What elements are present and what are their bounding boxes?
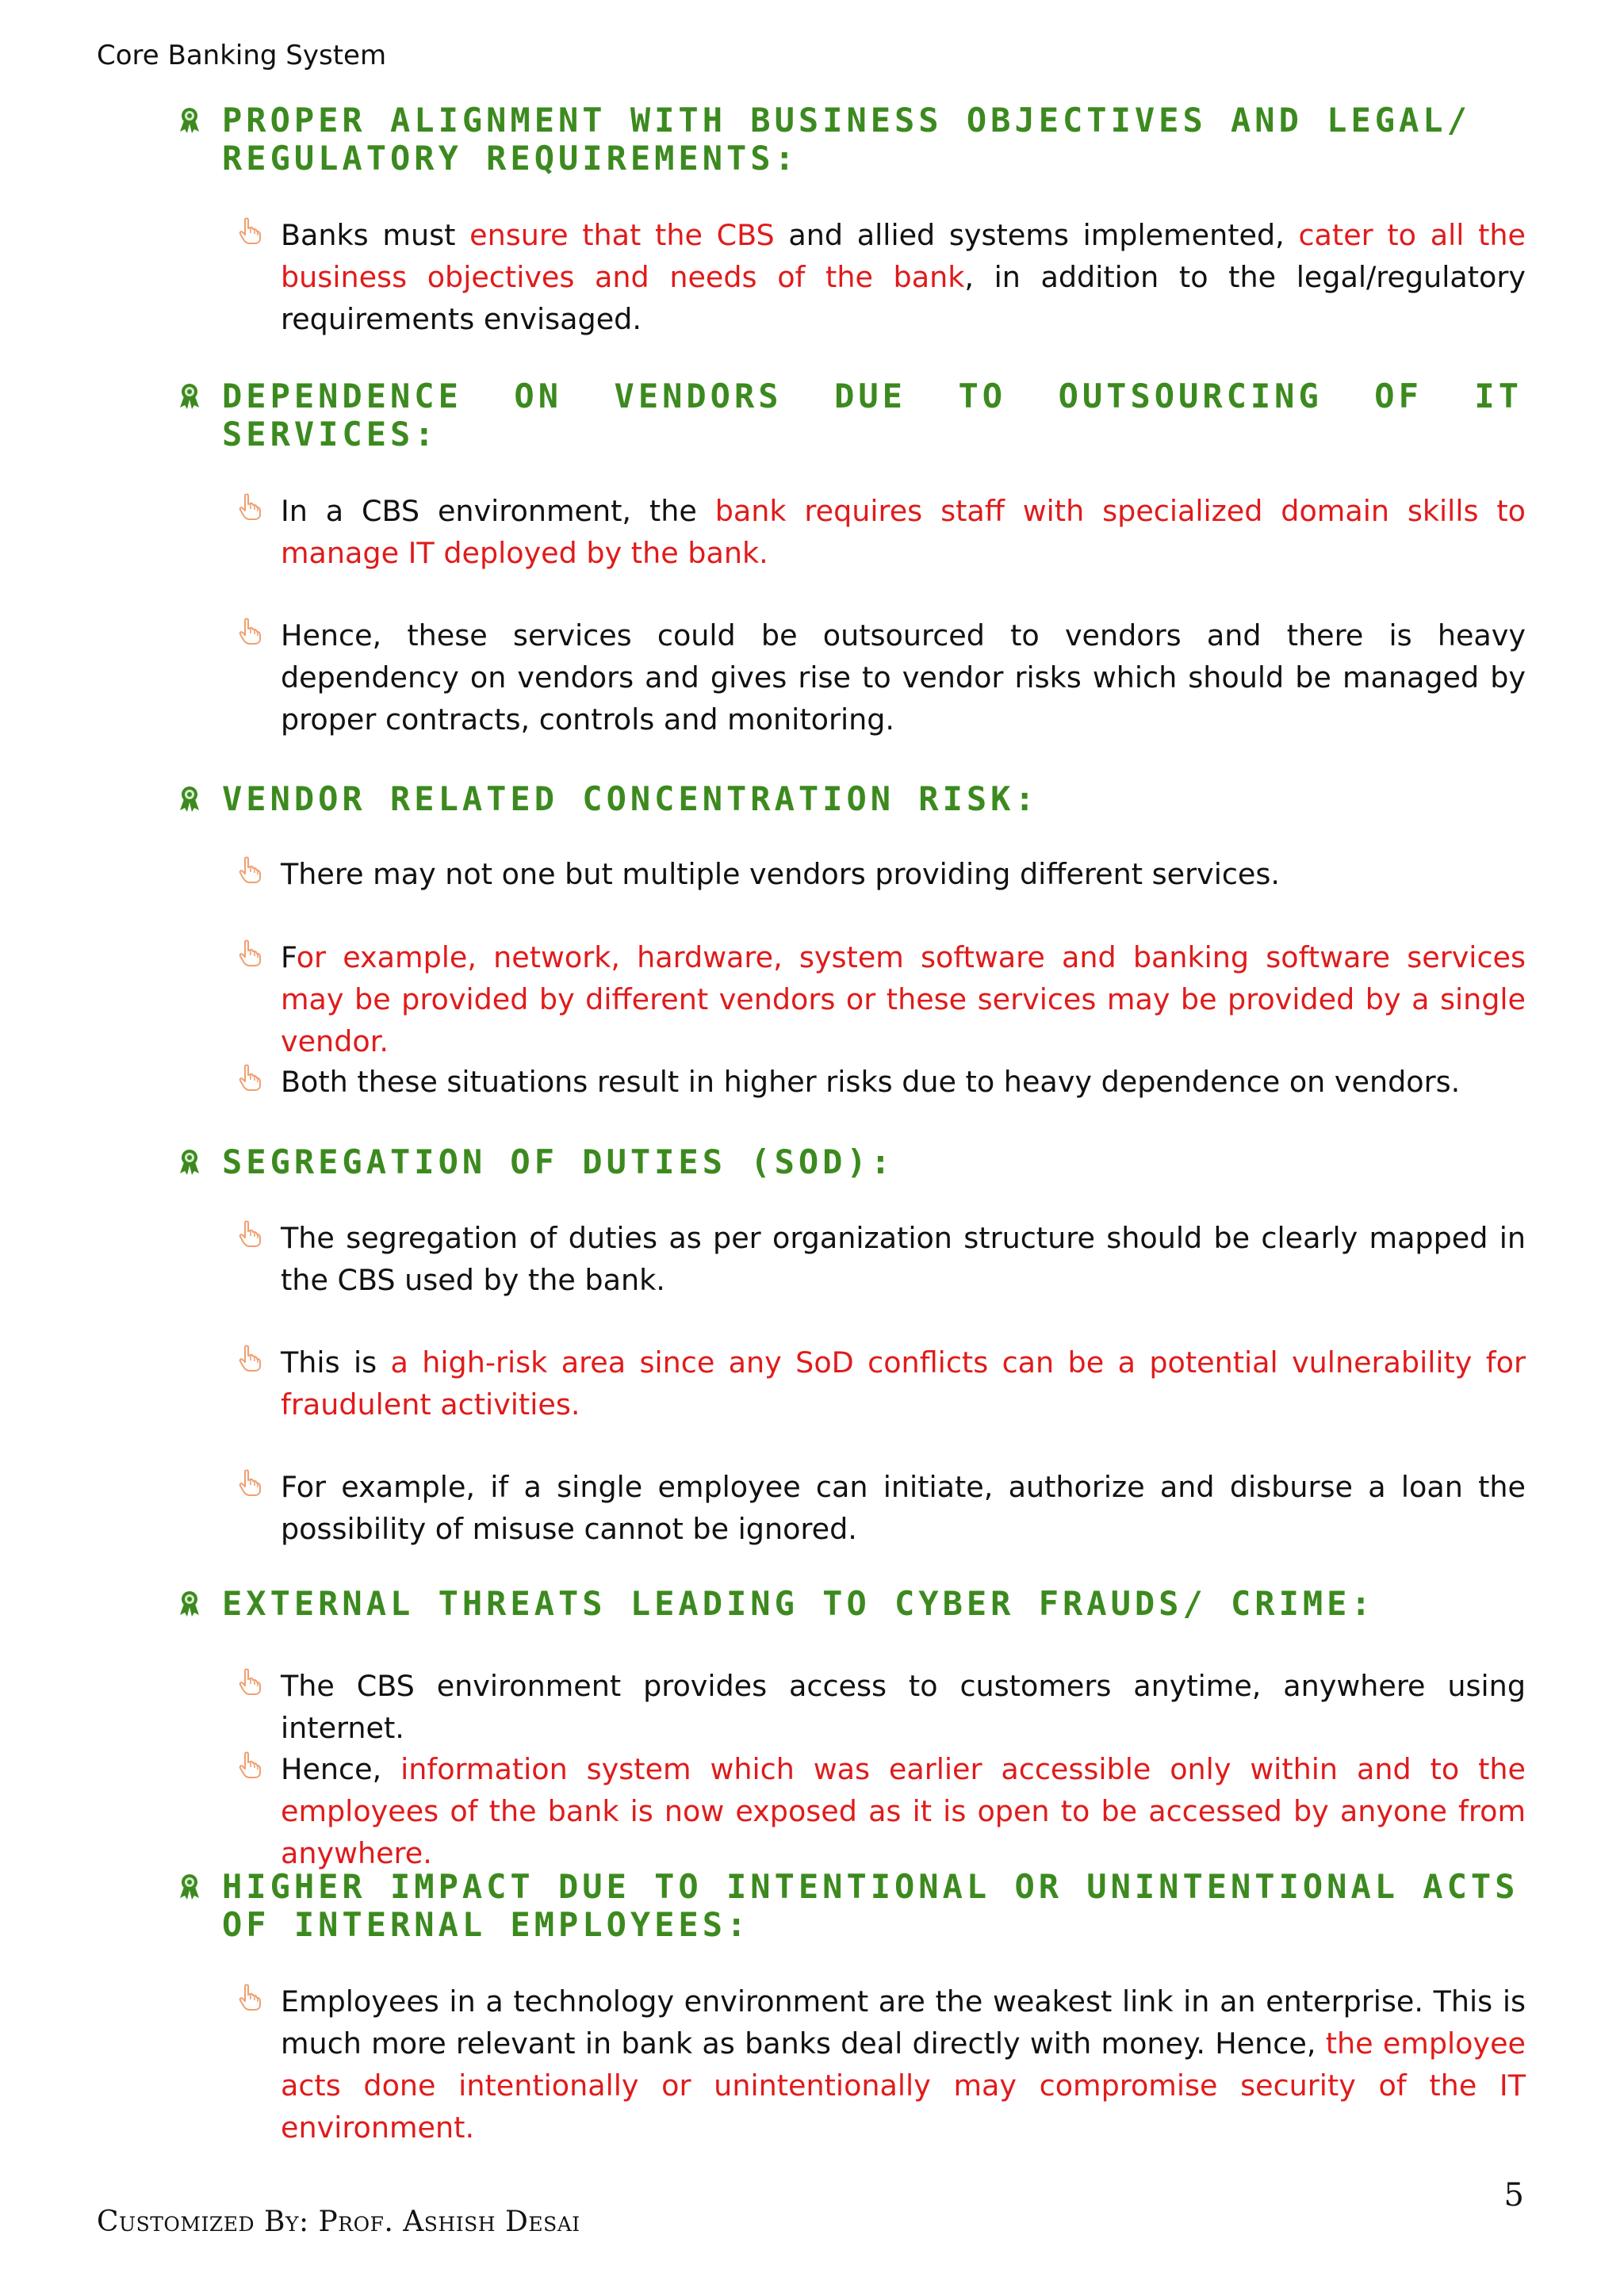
bullet-item <box>281 214 1526 340</box>
bullet-item <box>281 1466 1526 1550</box>
section-heading: DEPENDENCE ON VENDORS DUE TO OUTSOURCING OF IT SERVICES: <box>222 377 1522 453</box>
pointing-hand-icon <box>238 856 262 883</box>
pointing-hand-icon <box>238 939 262 966</box>
body-text: This is <box>281 1345 391 1380</box>
body-text: F <box>281 940 297 974</box>
pointing-hand-icon <box>238 1751 262 1778</box>
section-heading: PROPER ALIGNMENT WITH BUSINESS OBJECTIVES AND LEGAL/ REGULATORY REQUIREMENTS: <box>222 101 1471 178</box>
bullet-item <box>281 936 1526 1062</box>
award-ribbon-icon <box>176 1148 203 1175</box>
body-text: Hence, these services could be outsourced to vendors and there is heavy dependency on vendors and gives rise to vendor risks which should be managed by proper contracts, controls and monitoring. <box>281 618 1526 737</box>
highlighted-text: cater to all the business objectives and needs of the bank <box>281 218 1526 294</box>
bullet-item <box>281 490 1526 574</box>
body-text: There may not one but multiple vendors providing different services. <box>281 857 1280 891</box>
pointing-hand-icon <box>238 1984 262 2011</box>
highlighted-text: or example, network, hardware, system software and banking software services may be provided by different vendors or these services may be provided by a single vendor. <box>281 940 1526 1058</box>
body-text: , in addition to the legal/regulatory requirements envisaged. <box>281 260 1526 336</box>
footer-credit: Customized By: Prof. Ashish Desai <box>97 2206 580 2238</box>
highlighted-text: a high-risk area since any SoD conflicts can be a potential vulnerability for fraudulent activities. <box>281 1345 1526 1422</box>
body-text: The CBS environment provides access to customers anytime, anywhere using internet. <box>281 1669 1526 1745</box>
body-text: Banks must <box>281 218 470 252</box>
highlighted-text: information system which was earlier accessible only within and to the employees of the bank is now exposed as it is open to be accessed by anyone from anywhere. <box>281 1752 1526 1870</box>
bullet-item <box>281 1341 1526 1425</box>
header-title: Core Banking System <box>97 40 387 71</box>
bullet-item <box>281 1980 1526 2149</box>
body-text: For example, if a single employee can initiate, authorize and disburse a loan the possibility of misuse cannot be ignored. <box>281 1470 1526 1546</box>
bullet-item <box>281 853 1526 895</box>
body-text: In a CBS environment, the <box>281 494 715 528</box>
section-heading: VENDOR RELATED CONCENTRATION RISK: <box>222 779 1039 818</box>
page-number: 5 <box>1503 2177 1524 2214</box>
highlighted-text: the employee acts done intentionally or unintentionally may compromise security of the IT environment. <box>281 2026 1526 2145</box>
pointing-hand-icon <box>238 1064 262 1091</box>
bullet-item <box>281 614 1526 740</box>
pointing-hand-icon <box>238 618 262 645</box>
award-ribbon-icon <box>176 1873 203 1900</box>
body-text: Employees in a technology environment are the weakest link in an enterprise. This is much more relevant in bank as banks deal directly with money. Hence, <box>281 1984 1526 2061</box>
highlighted-text: bank requires staff with specialized domain skills to manage IT deployed by the bank. <box>281 494 1526 570</box>
highlighted-text: ensure that the CBS <box>469 218 775 252</box>
section-heading: SEGREGATION OF DUTIES (SOD): <box>222 1142 895 1181</box>
bullet-item <box>281 1665 1526 1749</box>
bullet-item <box>281 1061 1526 1103</box>
section-heading: HIGHER IMPACT DUE TO INTENTIONAL OR UNINTENTIONAL ACTS OF INTERNAL EMPLOYEES: <box>222 1867 1519 1944</box>
body-text: and allied systems implemented, <box>774 218 1299 252</box>
pointing-hand-icon <box>238 217 262 244</box>
award-ribbon-icon <box>176 106 203 133</box>
body-text: Both these situations result in higher risks due to heavy dependence on vendors. <box>281 1065 1461 1099</box>
body-text: The segregation of duties as per organization structure should be clearly mapped in the CBS used by the bank. <box>281 1221 1526 1297</box>
pointing-hand-icon <box>238 1345 262 1372</box>
body-text: Hence, <box>281 1752 401 1786</box>
award-ribbon-icon <box>176 785 203 812</box>
bullet-item <box>281 1748 1526 1874</box>
bullet-item <box>281 1217 1526 1301</box>
section-heading: EXTERNAL THREATS LEADING TO CYBER FRAUDS/ CRIME: <box>222 1584 1375 1623</box>
award-ribbon-icon <box>176 382 203 409</box>
award-ribbon-icon <box>176 1590 203 1617</box>
pointing-hand-icon <box>238 493 262 520</box>
pointing-hand-icon <box>238 1668 262 1695</box>
pointing-hand-icon <box>238 1220 262 1247</box>
pointing-hand-icon <box>238 1469 262 1496</box>
